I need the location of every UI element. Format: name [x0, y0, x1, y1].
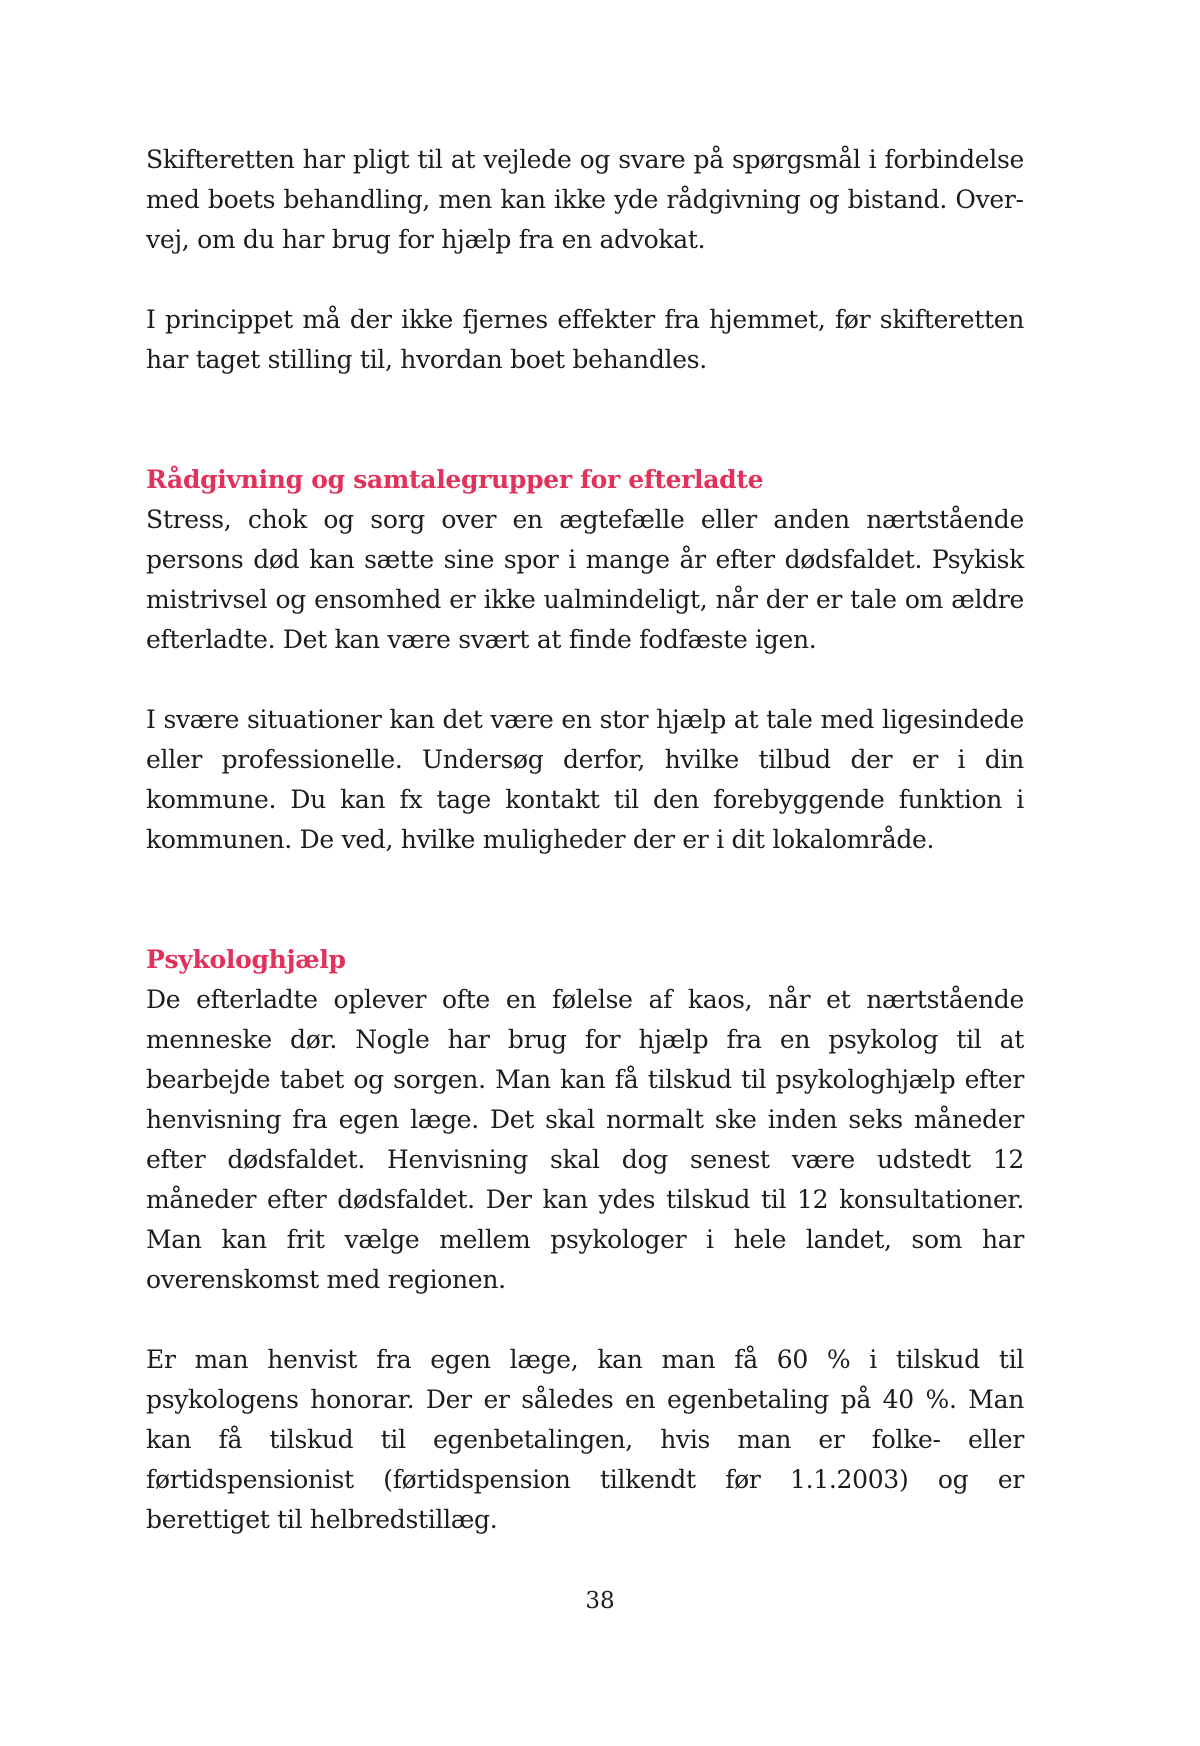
section-paragraph: I svære situationer kan det være en stor hjælp at tale med ligesindede eller professionelle. Undersøg derfor, hvilke tilbud der er i din kommune. Du kan fx tage kontakt til den forebyggende funktion i kommunen. De ved, hvilke muligheder der er i dit lokalområde. — [146, 705, 1024, 854]
intro-paragraph: Skifteretten har pligt til at vejlede og svare på spørgsmål i forbindelse med boets behandling, men kan ikke yde rådgivning og bistand. Overvej, om du har brug for hjælp fra en advokat. — [146, 145, 1024, 254]
section-counseling — [146, 460, 1024, 860]
section-paragraph: De efterladte oplever ofte en følelse af kaos, når et nærtstående menneske dør. Nogle har brug for hjælp fra en psykolog til at bearbejde tabet og sorgen. Man kan få tilskud til psykologhjælp efter henvisning fra egen læge. Det skal normalt ske inden seks måneder efter dødsfaldet. Henvisning skal dog senest være udstedt 12 måneder efter dødsfaldet. Der kan ydes tilskud til 12 konsultationer. Man kan frit vælge mellem psykologer i hele landet, som har overenskomst med regionen. — [146, 985, 1024, 1294]
intro-paragraph: I princippet må der ikke fjernes effekter fra hjemmet, før skifteretten har taget stilling til, hvordan boet behandles. — [146, 305, 1024, 374]
section-psychologist-help — [146, 940, 1024, 1540]
section-heading: Psykologhjælp — [146, 945, 346, 974]
intro-block — [146, 140, 1024, 380]
section-paragraph: Stress, chok og sorg over en ægtefælle eller anden nærtstående persons død kan sætte sine spor i mange år efter dødsfaldet. Psykisk mistrivsel og ensomhed er ikke ualmindeligt, når der er tale om ældre efterladte. Det kan være svært at finde fodfæste igen. — [146, 505, 1024, 654]
page-number: 38 — [585, 1588, 615, 1614]
page-content — [146, 140, 1024, 1540]
section-heading: Rådgivning og samtalegrupper for efterladte — [146, 465, 764, 494]
section-paragraph: Er man henvist fra egen læge, kan man få 60 % i tilskud til psykologens honorar. Der er således en egenbetaling på 40 %. Man kan få tilskud til egenbetalingen, hvis man er folke- eller førtidspensionist (førtidspension tilkendt før 1.1.2003) og er berettiget til helbredstillæg. — [146, 1345, 1024, 1534]
